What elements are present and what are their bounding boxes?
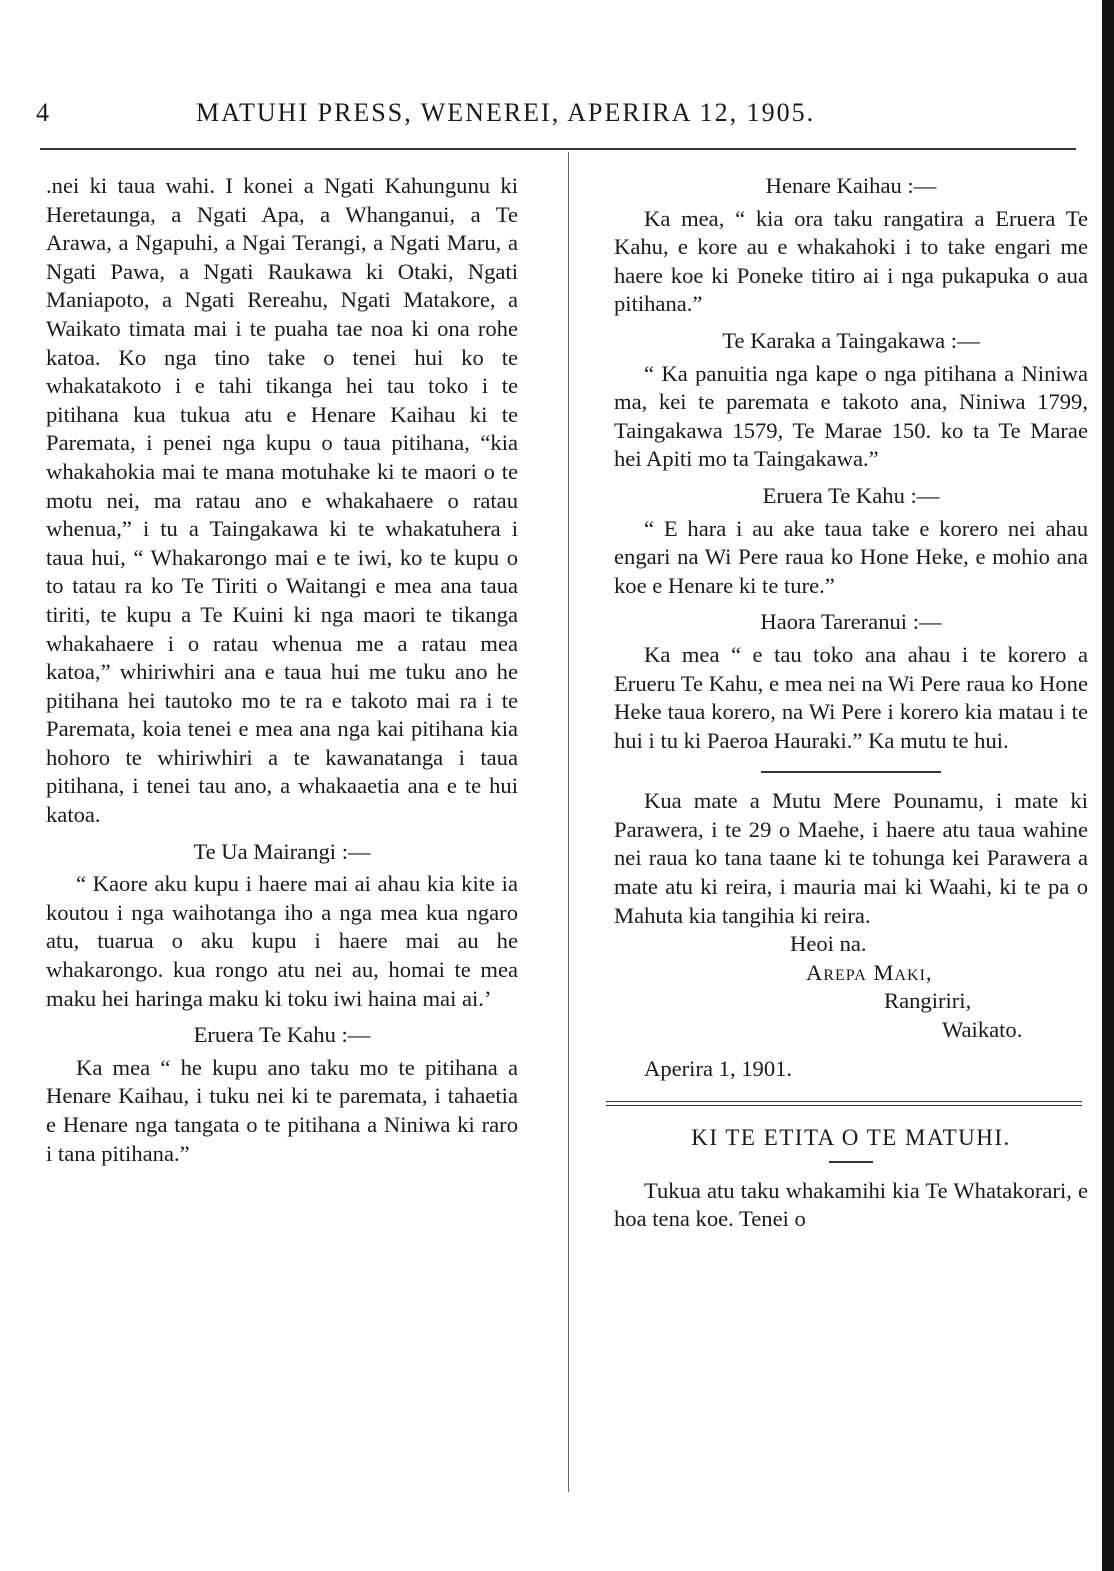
speech-paragraph: “ Ka panuitia nga kape o nga pitihana a Niniwa ma, kei te paremata e takoto ana, Niniwa 1799, Taingakawa 1579, Te Marae 150. ko ta Te Marae hei Apiti mo ta Taingakawa.” <box>614 360 1088 472</box>
speaker-heading: Eruera Te Kahu :— <box>193 1022 371 1048</box>
header-rule <box>40 148 1076 150</box>
speaker-heading: Te Karaka a Taingakawa :— <box>722 327 980 353</box>
signoff: Heoi na. <box>790 931 867 957</box>
speaker-heading: Henare Kaihau :— <box>765 173 937 198</box>
speech-paragraph: “ E hara i au ake taua take e korero nei ahau engari na Wi Pere raua ko Hone Heke, e mohio ana koe e Henare ki te ture.” <box>614 515 1088 598</box>
left-column <box>46 172 518 1168</box>
right-column <box>614 172 1088 1234</box>
speech-paragraph: Ka mea “ he kupu ano taku mo te pitihana a Henare Kaihau, i tuku nei ki te paremata, i tahaetia e Henare nga tangata o te pitihana a Niniwa ki raro i tana pitihana.” <box>46 1054 518 1166</box>
signature-place: Waikato. <box>942 1017 1023 1043</box>
signature-name: Arepa Maki, <box>806 959 933 985</box>
speaker-heading: Te Ua Mairangi :— <box>193 838 371 864</box>
notice-paragraph: Kua mate a Mutu Mere Pounamu, i mate ki Parawera, i te 29 o Maehe, i haere atu taua wahine nei raua ko tana taane ki te tohunga kei Parawera a mate atu ki reira, i mauria mai ki Waahi, ki te pa o Mahuta kia tangihia ki reira. <box>614 788 1088 928</box>
section-title: KI TE ETITA O TE MATUHI. <box>691 1125 1011 1151</box>
speaker-heading: Eruera Te Kahu :— <box>762 482 940 508</box>
section-double-rule <box>606 1101 1082 1106</box>
letter-paragraph: Tukua atu taku whakamihi kia Te Whatakorari, e hoa tena koe. Tenei o <box>614 1177 1088 1232</box>
title-rule <box>829 1161 873 1163</box>
masthead: MATUHI PRESS, WENEREI, APERIRA 12, 1905. <box>196 98 816 127</box>
speech-paragraph: Ka mea “ e tau toko ana ahau i te korero a Erueru Te Kahu, e mea nei na Wi Pere raua ko Hone Heke taua korero, na Wi Pere i korero kia matau i te hui i tu ki Paeroa Hauraki.” Ka mutu te hui. <box>614 641 1088 753</box>
signature-place: Rangiriri, <box>884 988 972 1014</box>
speech-paragraph: Ka mea, “ kia ora taku rangatira a Eruera Te Kahu, e kore au e whakahoki i to take engari me haere koe ki Poneke titiro ai i nga pukapuka o aua pitihana.” <box>614 205 1088 317</box>
column-divider <box>568 152 569 1492</box>
page-edge-shadow <box>1102 0 1114 1571</box>
page-number: 4 <box>36 98 50 127</box>
speech-paragraph: “ Kaore aku kupu i haere mai ai ahau kia kite ia koutou i nga waihotanga iho a nga mea kua ngaro atu, tuarua o aku kupu i haere mai au he whakarongo. kua rongo atu nei au, homai te mea maku hei haringa maku ki toku iwi haina mai ai.’ <box>46 871 518 1011</box>
dateline: Aperira 1, 1901. <box>644 1055 793 1081</box>
speaker-heading: Haora Tareranui :— <box>760 609 942 635</box>
article-paragraph: .nei ki taua wahi. I konei a Ngati Kahungunu ki Heretaunga, a Ngati Apa, a Whanganui, a Te Arawa, a Ngapuhi, a Ngai Terangi, a Ngati Maru, a Ngati Pawa, a Ngati Raukawa ki Otaki, Ngati Maniapoto, a Ngati Rereahu, Ngati Matakore, a Waikato timata mai i te puaha tae noa ki ona rohe katoa. Ko nga tino take o tenei hui ko te whakatakoto i e tahi tikanga hei tau toko i te pitihana kua tukua atu e Henare Kaihau ki te Paremata, i penei nga kupu o taua pitihana, “kia whakahokia mai te mana motuhake ki te maori o te motu nei, ma ratau ano e whakahaere o ratau whenua,” i tu a Taingakawa ki te whakatuhera i taua hui, “ Whakarongo mai e te iwi, ko te kupu o to tatau ra ko Te Tiriti o Waitangi e mea ana taua tiriti, te kupu a Te Kuini ki nga maori te tikanga whakahaere i o ratau whenua me a ratau mea katoa,” whiriwhiri ana e taua hui me tuku ano he pitihana hei tautoko mo te ra e takoto mai ra i te Paremata, koia tenei e mea ana nga kai pitihana kia hohoro te whiriwhiri a te kawanatanga i taua pitihana, i tenei tau ano, a whakaaetia ana e te hui katoa. <box>46 173 518 828</box>
section-rule <box>761 771 941 773</box>
